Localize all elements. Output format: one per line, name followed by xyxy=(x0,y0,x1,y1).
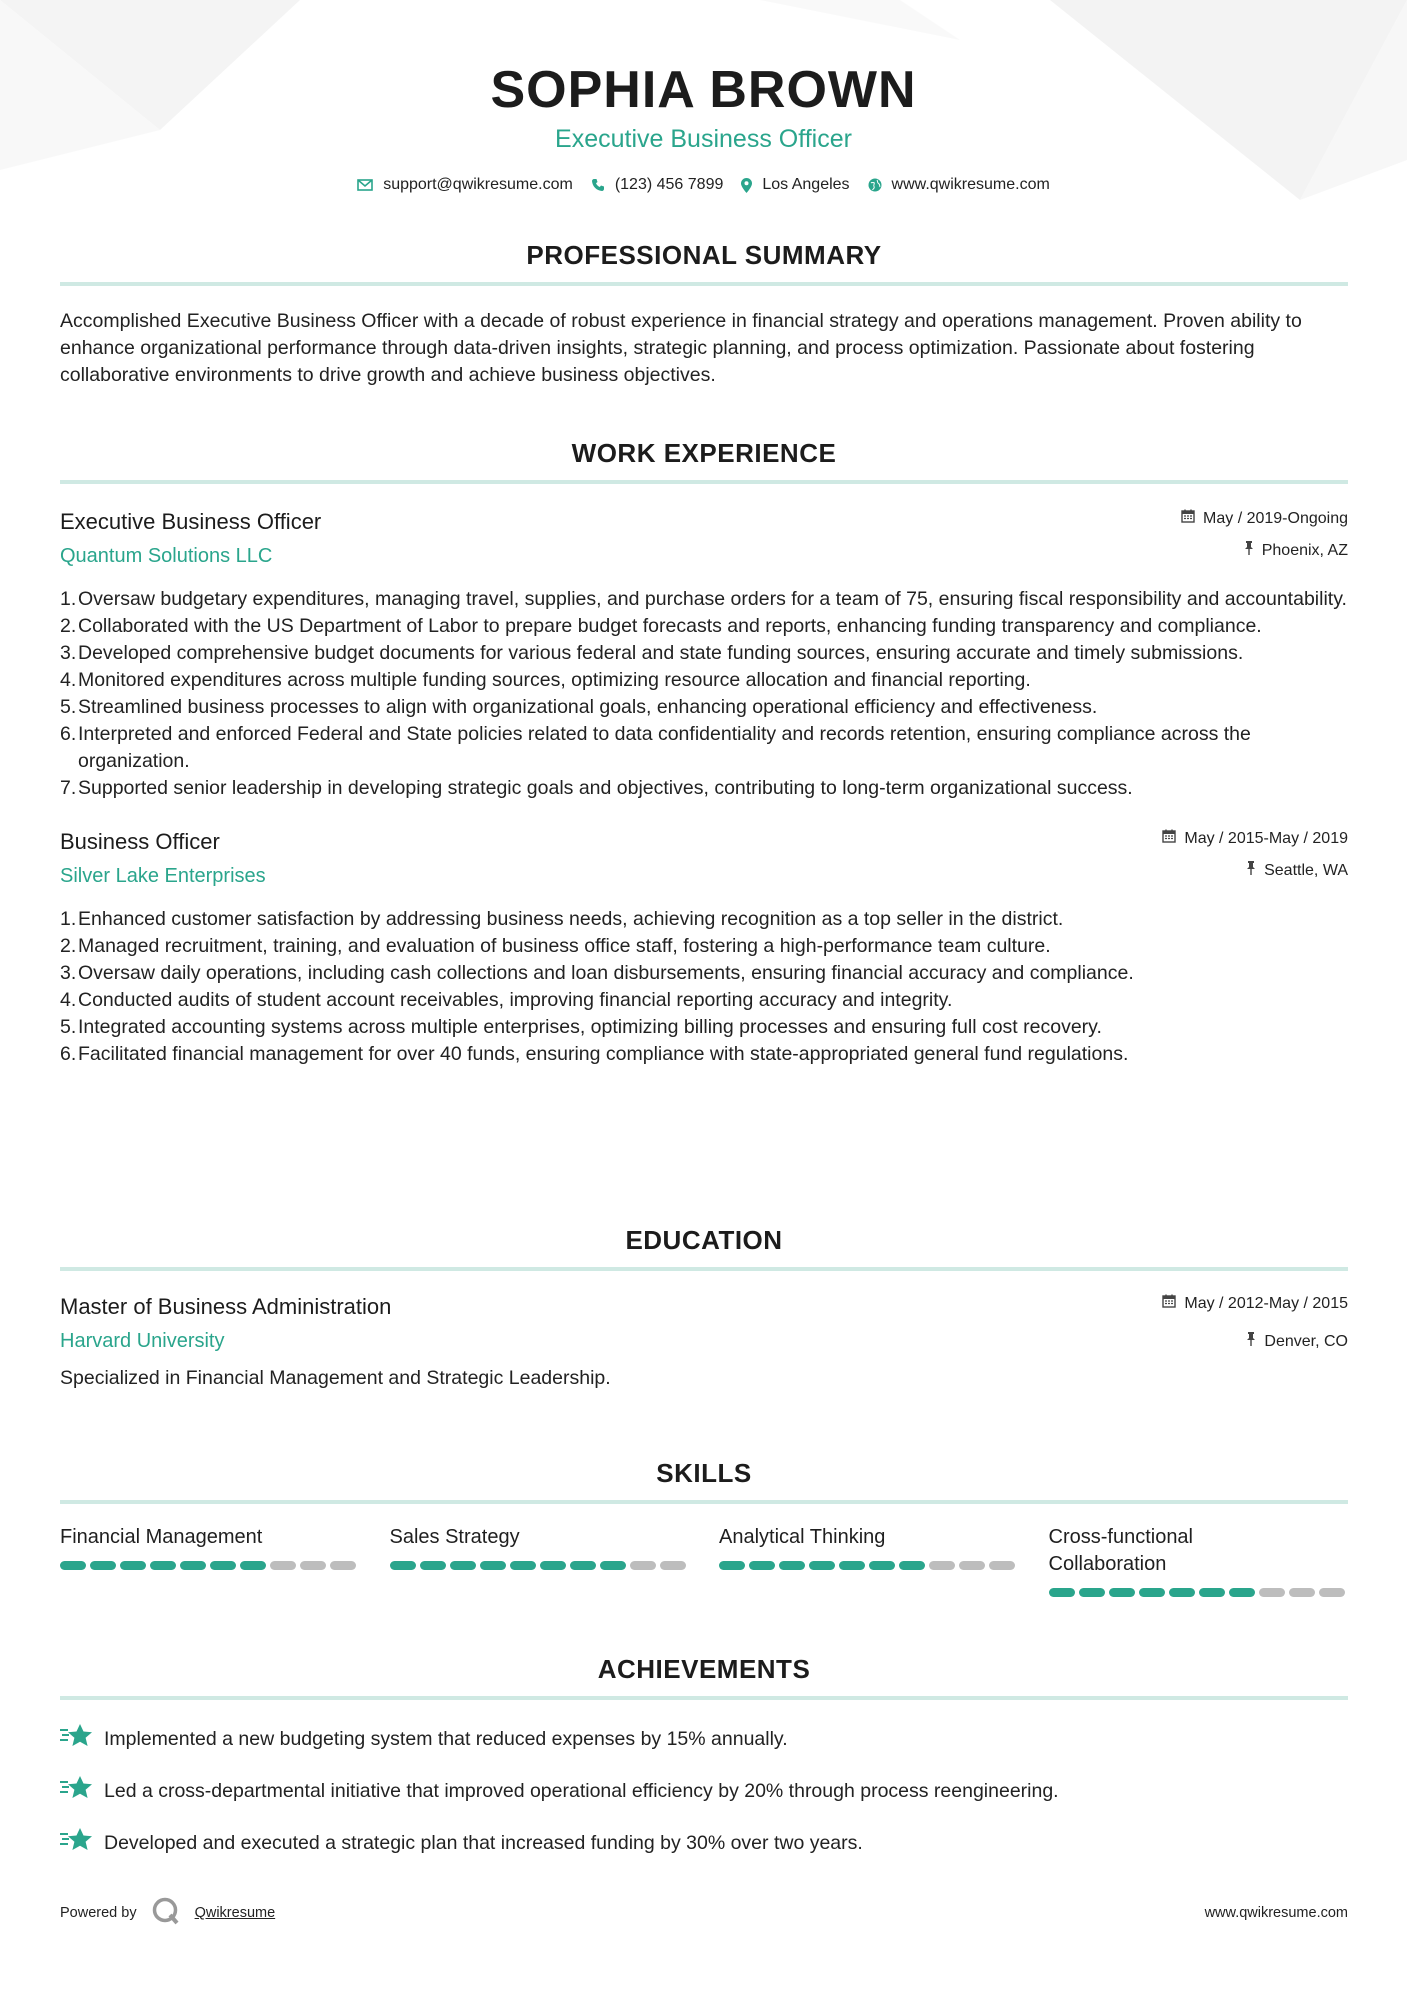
qwikresume-logo-icon xyxy=(151,1896,181,1930)
email-icon xyxy=(357,179,373,191)
list-item: 5. Integrated accounting systems across multiple enterprises, optimizing billing processes and ensuring full cost recovery. xyxy=(60,1016,1102,1038)
resume-header xyxy=(0,0,1407,194)
powered-by-label: Powered by xyxy=(60,1905,137,1921)
skill-segment-filled xyxy=(1079,1588,1105,1597)
pushpin-icon xyxy=(1244,540,1254,562)
job-location: Seattle, WA xyxy=(1264,862,1348,879)
job-dates: May / 2019-Ongoing xyxy=(1203,510,1348,527)
skill-item xyxy=(1049,1524,1349,1597)
skill-segment-filled xyxy=(150,1561,176,1570)
section-divider xyxy=(60,282,1348,286)
education-dates: May / 2012-May / 2015 xyxy=(1184,1295,1348,1312)
footer xyxy=(60,1896,1348,1930)
achievement-item xyxy=(60,1826,1348,1860)
section-divider xyxy=(60,1267,1348,1271)
skill-level-bar xyxy=(60,1561,360,1570)
experience-section xyxy=(60,438,1348,1068)
section-divider xyxy=(60,1696,1348,1700)
list-item: 6. Facilitated financial management for over 40 funds, ensuring compliance with state-appropriated general fund regulations. xyxy=(60,1043,1129,1065)
star-icon xyxy=(60,1826,94,1860)
skills-section xyxy=(60,1458,1348,1597)
education-description: Specialized in Financial Management and Strategic Leadership. xyxy=(60,1367,611,1389)
skill-segment-filled xyxy=(1169,1588,1195,1597)
location-text: Los Angeles xyxy=(762,176,850,193)
achievement-text: Developed and executed a strategic plan that increased funding by 30% over two years. xyxy=(104,1831,863,1854)
calendar-icon xyxy=(1162,1293,1176,1315)
location-pin-icon xyxy=(741,178,752,193)
skill-name: Analytical Thinking xyxy=(719,1526,886,1548)
skill-segment-filled xyxy=(210,1561,236,1570)
skill-segment-empty xyxy=(959,1561,985,1570)
contact-bar xyxy=(0,176,1407,194)
skills-heading: SKILLS xyxy=(656,1458,752,1488)
skill-segment-empty xyxy=(1319,1588,1345,1597)
list-item: 2. Collaborated with the US Department of Labor to prepare budget forecasts and reports, enhancing funding transparency and compliance. xyxy=(60,615,1262,637)
job-title: Business Officer xyxy=(60,829,220,854)
skill-segment-empty xyxy=(330,1561,356,1570)
achievement-text: Implemented a new budgeting system that reduced expenses by 15% annually. xyxy=(104,1727,788,1750)
skill-segment-filled xyxy=(1109,1588,1135,1597)
summary-text: Accomplished Executive Business Officer with a decade of robust experience in financial strategy and operations management. Proven ability to enhance organizational performance through data-driven insights, strategic planning, and process optimization. Passionate about fostering collaborative environments to drive growth and achieve business objectives. xyxy=(60,310,1302,386)
skill-name: Cross-functional Collaboration xyxy=(1048,1526,1194,1575)
skill-level-bar xyxy=(719,1561,1019,1570)
achievement-item xyxy=(60,1774,1348,1808)
skill-segment-filled xyxy=(570,1561,596,1570)
skill-segment-filled xyxy=(1049,1588,1075,1597)
skill-segment-filled xyxy=(420,1561,446,1570)
achievements-list xyxy=(60,1722,1348,1860)
company-name: Quantum Solutions LLC xyxy=(60,545,273,567)
skill-item xyxy=(390,1524,690,1597)
company-name: Silver Lake Enterprises xyxy=(60,865,266,887)
achievements-heading: ACHIEVEMENTS xyxy=(597,1654,811,1684)
achievement-item xyxy=(60,1722,1348,1756)
skill-segment-empty xyxy=(300,1561,326,1570)
job-title: Executive Business Officer xyxy=(60,509,322,534)
skill-segment-empty xyxy=(270,1561,296,1570)
globe-icon xyxy=(868,178,882,192)
skill-level-bar xyxy=(390,1561,690,1570)
skill-name: Financial Management xyxy=(60,1526,263,1548)
list-item: 3. Oversaw daily operations, including cash collections and loan disbursements, ensuring financial accuracy and compliance. xyxy=(60,962,1134,984)
skill-item xyxy=(719,1524,1019,1597)
skill-segment-filled xyxy=(869,1561,895,1570)
education-location: Denver, CO xyxy=(1264,1333,1348,1350)
job-location: Phoenix, AZ xyxy=(1261,542,1348,559)
footer-website-link[interactable]: www.qwikresume.com xyxy=(1204,1905,1348,1921)
list-item: 4. Monitored expenditures across multiple funding sources, optimizing resource allocation and financial reporting. xyxy=(60,669,1031,691)
experience-heading: WORK EXPERIENCE xyxy=(571,438,837,468)
pushpin-icon xyxy=(1246,860,1256,882)
skill-segment-filled xyxy=(719,1561,745,1570)
skill-segment-filled xyxy=(779,1561,805,1570)
skill-segment-empty xyxy=(1289,1588,1315,1597)
skill-segment-filled xyxy=(600,1561,626,1570)
section-divider xyxy=(60,1500,1348,1504)
skill-segment-filled xyxy=(899,1561,925,1570)
achievements-section xyxy=(60,1654,1348,1860)
list-item: 6. Interpreted and enforced Federal and State policies related to data confidentiality and records retention, ensuring compliance across the organization. xyxy=(60,723,1251,772)
star-icon xyxy=(60,1722,94,1756)
skill-segment-filled xyxy=(480,1561,506,1570)
skill-segment-filled xyxy=(1139,1588,1165,1597)
summary-heading: PROFESSIONAL SUMMARY xyxy=(526,240,882,270)
skill-segment-filled xyxy=(90,1561,116,1570)
job-dates: May / 2015-May / 2019 xyxy=(1184,830,1348,847)
skill-segment-filled xyxy=(749,1561,775,1570)
skill-segment-empty xyxy=(1259,1588,1285,1597)
star-icon xyxy=(60,1774,94,1808)
skill-name: Sales Strategy xyxy=(389,1526,520,1548)
job-entry xyxy=(60,508,1348,802)
education-entry xyxy=(60,1293,1348,1392)
list-item: 4. Conducted audits of student account receivables, improving financial reporting accuracy and integrity. xyxy=(60,989,953,1011)
job-bullets xyxy=(60,586,1348,802)
skill-segment-filled xyxy=(60,1561,86,1570)
education-heading: EDUCATION xyxy=(625,1225,783,1255)
list-item: 5. Streamlined business processes to align with organizational goals, enhancing operational efficiency and effectiveness. xyxy=(60,696,1098,718)
skill-segment-empty xyxy=(630,1561,656,1570)
skill-segment-filled xyxy=(120,1561,146,1570)
skill-segment-filled xyxy=(180,1561,206,1570)
skill-segment-filled xyxy=(839,1561,865,1570)
skill-segment-filled xyxy=(1199,1588,1225,1597)
candidate-title: Executive Business Officer xyxy=(555,125,852,153)
email-link[interactable]: support@qwikresume.com xyxy=(383,176,573,193)
list-item: 1. Oversaw budgetary expenditures, managing travel, supplies, and purchase orders for a team of 75, ensuring fiscal responsibility and accountability. xyxy=(60,588,1347,610)
skill-level-bar xyxy=(1049,1588,1349,1597)
skill-segment-empty xyxy=(929,1561,955,1570)
degree-title: Master of Business Administration xyxy=(60,1294,392,1319)
skill-segment-filled xyxy=(510,1561,536,1570)
skill-item xyxy=(60,1524,360,1597)
candidate-name: SOPHIA BROWN xyxy=(490,61,917,119)
qwikresume-link[interactable]: Qwikresume xyxy=(194,1905,276,1921)
skill-segment-empty xyxy=(660,1561,686,1570)
skill-segment-filled xyxy=(390,1561,416,1570)
skill-segment-filled xyxy=(450,1561,476,1570)
skill-segment-filled xyxy=(1229,1588,1255,1597)
calendar-icon xyxy=(1181,508,1195,530)
list-item: 1. Enhanced customer satisfaction by addressing business needs, achieving recognition as a top seller in the district. xyxy=(60,908,1064,930)
list-item: 3. Developed comprehensive budget documents for various federal and state funding sources, ensuring accurate and timely submissions. xyxy=(60,642,1244,664)
achievement-text: Led a cross-departmental initiative that improved operational efficiency by 20% through process reengineering. xyxy=(104,1779,1059,1802)
summary-section xyxy=(60,240,1348,389)
skills-list xyxy=(60,1524,1348,1597)
section-divider xyxy=(60,480,1348,484)
phone-number[interactable]: (123) 456 7899 xyxy=(614,176,724,193)
education-section xyxy=(60,1225,1348,1392)
school-name: Harvard University xyxy=(60,1330,225,1352)
job-entry xyxy=(60,828,1348,1068)
list-item: 7. Supported senior leadership in developing strategic goals and objectives, contributing to long-term organizational success. xyxy=(60,777,1133,799)
pushpin-icon xyxy=(1246,1331,1256,1353)
calendar-icon xyxy=(1162,828,1176,850)
website-link[interactable]: www.qwikresume.com xyxy=(891,176,1050,193)
list-item: 2. Managed recruitment, training, and evaluation of business office staff, fostering a high-performance team culture. xyxy=(60,935,1051,957)
phone-icon xyxy=(591,178,605,192)
skill-segment-filled xyxy=(240,1561,266,1570)
skill-segment-filled xyxy=(809,1561,835,1570)
skill-segment-empty xyxy=(989,1561,1015,1570)
job-bullets xyxy=(60,906,1348,1068)
skill-segment-filled xyxy=(540,1561,566,1570)
